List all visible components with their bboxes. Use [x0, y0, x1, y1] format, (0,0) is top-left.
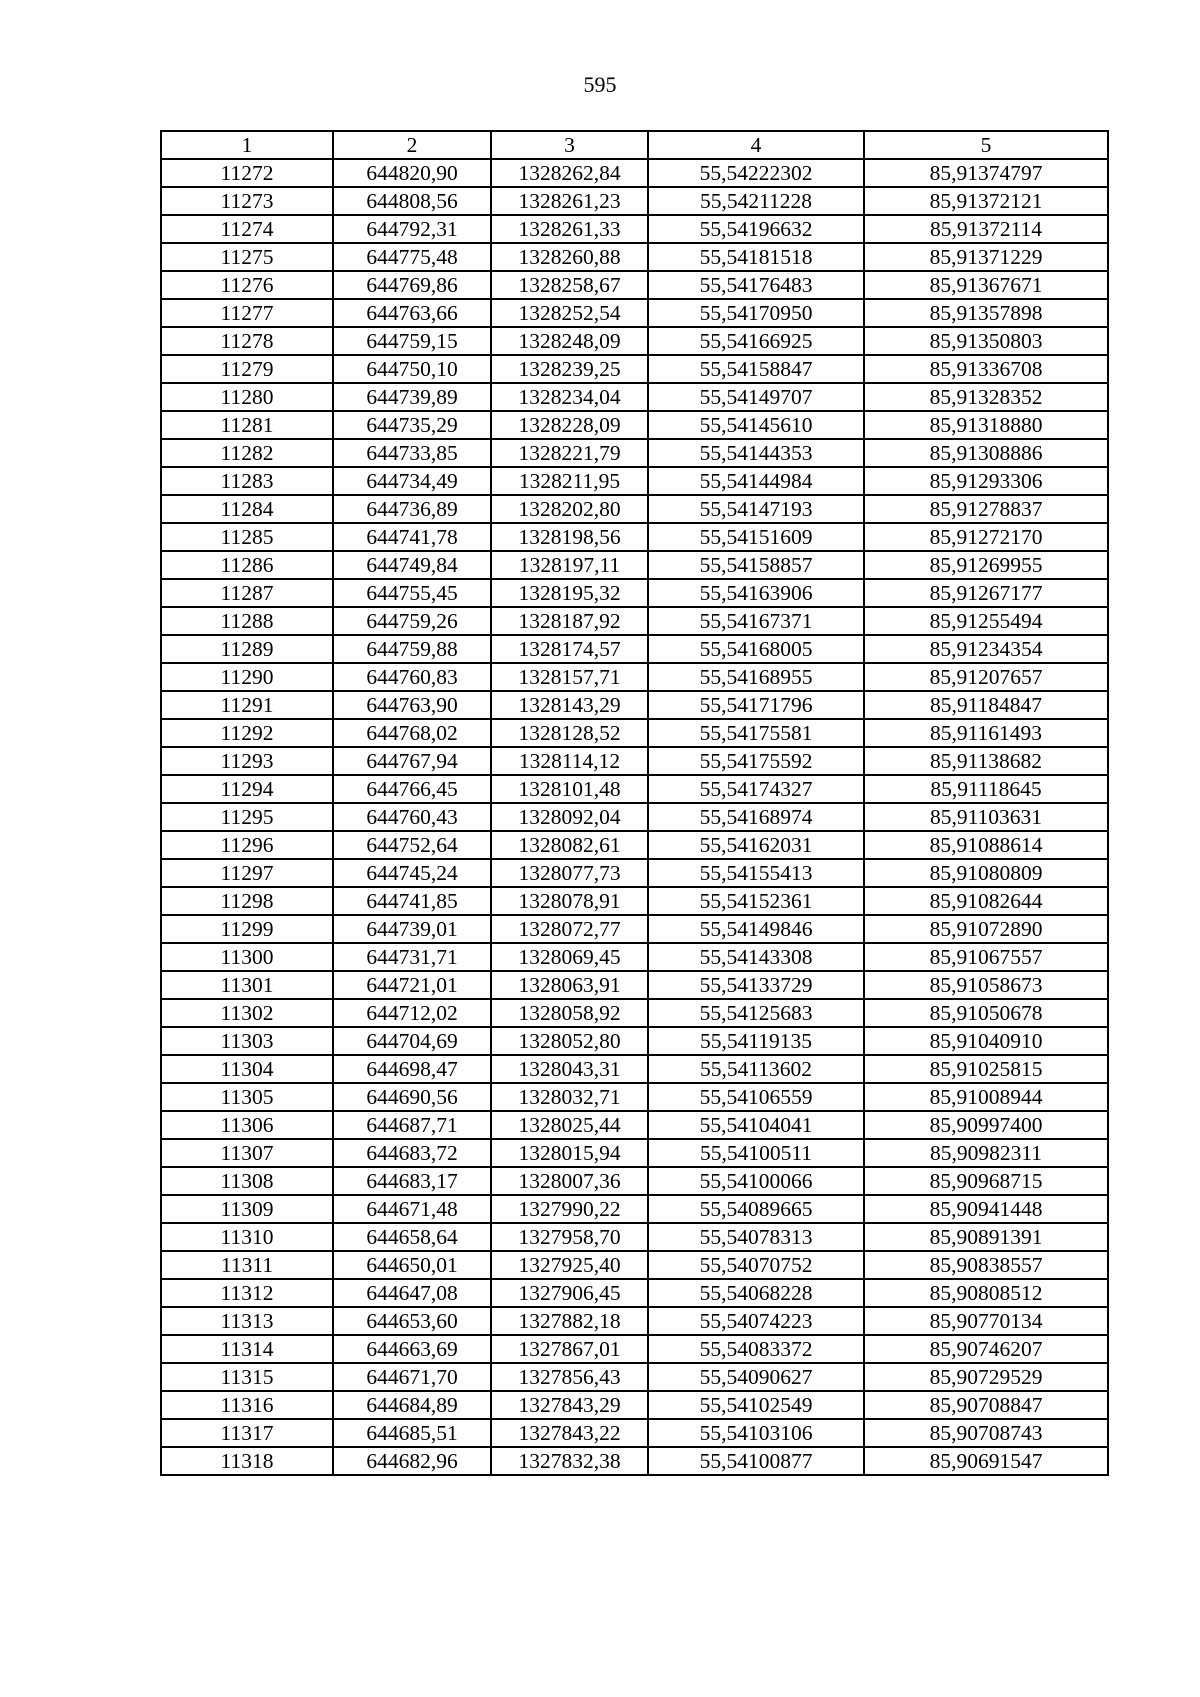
table-cell: 1328211,95: [491, 467, 648, 495]
table-cell: 644685,51: [333, 1419, 491, 1447]
table-row: [161, 271, 1108, 299]
table-cell: 1328052,80: [491, 1027, 648, 1055]
table-cell: 1327958,70: [491, 1223, 648, 1251]
table-cell: 55,54175592: [648, 747, 864, 775]
table-cell: 55,54181518: [648, 243, 864, 271]
table-cell: 644734,49: [333, 467, 491, 495]
table-cell: 1328258,67: [491, 271, 648, 299]
table-row: [161, 355, 1108, 383]
table-cell: 1328092,04: [491, 803, 648, 831]
table-cell: 55,54103106: [648, 1419, 864, 1447]
table-cell: 55,54106559: [648, 1083, 864, 1111]
table-cell: 11276: [161, 271, 333, 299]
table-cell: 1328043,31: [491, 1055, 648, 1083]
table-cell: 85,91234354: [864, 635, 1108, 663]
table-cell: 1327925,40: [491, 1251, 648, 1279]
table-row: [161, 1223, 1108, 1251]
table-cell: 11312: [161, 1279, 333, 1307]
table-cell: 55,54070752: [648, 1251, 864, 1279]
table-cell: 11309: [161, 1195, 333, 1223]
table-cell: 11299: [161, 915, 333, 943]
table-cell: 55,54144984: [648, 467, 864, 495]
table-row: [161, 831, 1108, 859]
table-cell: 1328252,54: [491, 299, 648, 327]
table-cell: 85,90891391: [864, 1223, 1108, 1251]
table-cell: 85,91103631: [864, 803, 1108, 831]
table-cell: 85,90708847: [864, 1391, 1108, 1419]
table-cell: 85,91267177: [864, 579, 1108, 607]
table-cell: 644760,43: [333, 803, 491, 831]
table-cell: 85,91082644: [864, 887, 1108, 915]
table-cell: 11285: [161, 523, 333, 551]
table-row: [161, 607, 1108, 635]
table-row: [161, 495, 1108, 523]
table-cell: 55,54143308: [648, 943, 864, 971]
table-cell: 55,54222302: [648, 159, 864, 187]
table-cell: 85,90838557: [864, 1251, 1108, 1279]
table-cell: 1328063,91: [491, 971, 648, 999]
table-cell: 85,91067557: [864, 943, 1108, 971]
table-cell: 644658,64: [333, 1223, 491, 1251]
table-cell: 1328007,36: [491, 1167, 648, 1195]
table-cell: 55,54147193: [648, 495, 864, 523]
table-cell: 11286: [161, 551, 333, 579]
table-cell: 11274: [161, 215, 333, 243]
table-cell: 85,91318880: [864, 411, 1108, 439]
table-cell: 644755,45: [333, 579, 491, 607]
table-cell: 11272: [161, 159, 333, 187]
table-cell: 55,54163906: [648, 579, 864, 607]
table-cell: 1328077,73: [491, 859, 648, 887]
table-row: [161, 887, 1108, 915]
table-cell: 55,54170950: [648, 299, 864, 327]
table-cell: 55,54089665: [648, 1195, 864, 1223]
table-cell: 644684,89: [333, 1391, 491, 1419]
table-cell: 85,91350803: [864, 327, 1108, 355]
table-cell: 85,91372114: [864, 215, 1108, 243]
table-cell: 55,54104041: [648, 1111, 864, 1139]
table-cell: 85,91367671: [864, 271, 1108, 299]
table-cell: 644731,71: [333, 943, 491, 971]
table-cell: 11296: [161, 831, 333, 859]
table-cell: 55,54144353: [648, 439, 864, 467]
table-row: [161, 859, 1108, 887]
table-cell: 644647,08: [333, 1279, 491, 1307]
table-cell: 1328234,04: [491, 383, 648, 411]
table-cell: 1328248,09: [491, 327, 648, 355]
table-cell: 1328143,29: [491, 691, 648, 719]
table-cell: 644663,69: [333, 1335, 491, 1363]
table-cell: 55,54168005: [648, 635, 864, 663]
table-cell: 11289: [161, 635, 333, 663]
table-cell: 644741,78: [333, 523, 491, 551]
table-cell: 55,54083372: [648, 1335, 864, 1363]
table-cell: 1328262,84: [491, 159, 648, 187]
table-row: [161, 467, 1108, 495]
table-cell: 11316: [161, 1391, 333, 1419]
table-row: [161, 1195, 1108, 1223]
table-cell: 644766,45: [333, 775, 491, 803]
table-cell: 1327882,18: [491, 1307, 648, 1335]
table-cell: 644775,48: [333, 243, 491, 271]
table-cell: 1328128,52: [491, 719, 648, 747]
table-cell: 55,54100066: [648, 1167, 864, 1195]
table-cell: 1328032,71: [491, 1083, 648, 1111]
table-cell: 644683,17: [333, 1167, 491, 1195]
table-cell: 1328015,94: [491, 1139, 648, 1167]
table-cell: 644792,31: [333, 215, 491, 243]
column-header-2: 2: [333, 131, 491, 159]
table-cell: 1328261,33: [491, 215, 648, 243]
table-cell: 55,54168974: [648, 803, 864, 831]
table-cell: 85,90997400: [864, 1111, 1108, 1139]
table-cell: 55,54158847: [648, 355, 864, 383]
table-cell: 644767,94: [333, 747, 491, 775]
table-cell: 55,54125683: [648, 999, 864, 1027]
table-cell: 85,90746207: [864, 1335, 1108, 1363]
table-row: [161, 1027, 1108, 1055]
table-cell: 11315: [161, 1363, 333, 1391]
table-cell: 644759,26: [333, 607, 491, 635]
column-header-3: 3: [491, 131, 648, 159]
table-cell: 1327832,38: [491, 1447, 648, 1475]
table-cell: 644671,70: [333, 1363, 491, 1391]
table-row: [161, 523, 1108, 551]
table-cell: 55,54174327: [648, 775, 864, 803]
table-cell: 1328078,91: [491, 887, 648, 915]
table-cell: 1327867,01: [491, 1335, 648, 1363]
table-cell: 85,91357898: [864, 299, 1108, 327]
table-row: [161, 187, 1108, 215]
table-cell: 11313: [161, 1307, 333, 1335]
table-cell: 1328195,32: [491, 579, 648, 607]
table-cell: 644769,86: [333, 271, 491, 299]
table-row: [161, 1419, 1108, 1447]
table-cell: 85,91025815: [864, 1055, 1108, 1083]
table-cell: 55,54152361: [648, 887, 864, 915]
table-cell: 644712,02: [333, 999, 491, 1027]
table-cell: 55,54151609: [648, 523, 864, 551]
table-cell: 644671,48: [333, 1195, 491, 1223]
table-row: [161, 691, 1108, 719]
table-cell: 11288: [161, 607, 333, 635]
table-row: [161, 747, 1108, 775]
table-cell: 644653,60: [333, 1307, 491, 1335]
header-row: [161, 131, 1108, 159]
table-cell: 1328072,77: [491, 915, 648, 943]
table-cell: 1328187,92: [491, 607, 648, 635]
table-cell: 644808,56: [333, 187, 491, 215]
table-row: [161, 1391, 1108, 1419]
table-cell: 11317: [161, 1419, 333, 1447]
table-cell: 644745,24: [333, 859, 491, 887]
table-cell: 85,91008944: [864, 1083, 1108, 1111]
table-cell: 85,91371229: [864, 243, 1108, 271]
table-cell: 85,91372121: [864, 187, 1108, 215]
table-cell: 644682,96: [333, 1447, 491, 1475]
page-number: 595: [583, 72, 617, 97]
table-cell: 11310: [161, 1223, 333, 1251]
table-row: [161, 159, 1108, 187]
table-cell: 11305: [161, 1083, 333, 1111]
table-cell: 644683,72: [333, 1139, 491, 1167]
table-cell: 11302: [161, 999, 333, 1027]
table-row: [161, 635, 1108, 663]
table-cell: 1328221,79: [491, 439, 648, 467]
table-cell: 55,54175581: [648, 719, 864, 747]
table-cell: 55,54145610: [648, 411, 864, 439]
table-cell: 644698,47: [333, 1055, 491, 1083]
coordinates-table: [160, 130, 1109, 1476]
table-cell: 85,90808512: [864, 1279, 1108, 1307]
table-cell: 55,54100511: [648, 1139, 864, 1167]
table-cell: 11277: [161, 299, 333, 327]
table-cell: 1328082,61: [491, 831, 648, 859]
table-cell: 55,54176483: [648, 271, 864, 299]
table-row: [161, 803, 1108, 831]
table-row: [161, 1055, 1108, 1083]
table-row: [161, 243, 1108, 271]
table-row: [161, 1111, 1108, 1139]
table-cell: 11273: [161, 187, 333, 215]
table-cell: 11314: [161, 1335, 333, 1363]
table-cell: 11298: [161, 887, 333, 915]
column-header-5: 5: [864, 131, 1108, 159]
table-cell: 1328228,09: [491, 411, 648, 439]
table-cell: 55,54113602: [648, 1055, 864, 1083]
table-row: [161, 411, 1108, 439]
table-cell: 1328025,44: [491, 1111, 648, 1139]
table-row: [161, 719, 1108, 747]
table-row: [161, 1335, 1108, 1363]
table-cell: 11307: [161, 1139, 333, 1167]
table-row: [161, 915, 1108, 943]
table-cell: 85,90968715: [864, 1167, 1108, 1195]
table-row: [161, 943, 1108, 971]
table-cell: 85,91269955: [864, 551, 1108, 579]
table-cell: 85,91118645: [864, 775, 1108, 803]
table-row: [161, 299, 1108, 327]
table-cell: 85,91080809: [864, 859, 1108, 887]
table-cell: 1328202,80: [491, 495, 648, 523]
table-cell: 55,54119135: [648, 1027, 864, 1055]
table-cell: 85,90982311: [864, 1139, 1108, 1167]
table-body: [161, 159, 1108, 1475]
table-cell: 85,91272170: [864, 523, 1108, 551]
table-cell: 11303: [161, 1027, 333, 1055]
table-cell: 644820,90: [333, 159, 491, 187]
table-cell: 1328069,45: [491, 943, 648, 971]
table-row: [161, 439, 1108, 467]
table-cell: 85,90691547: [864, 1447, 1108, 1475]
table-cell: 1328157,71: [491, 663, 648, 691]
table-cell: 11280: [161, 383, 333, 411]
table-cell: 55,54158857: [648, 551, 864, 579]
table-row: [161, 551, 1108, 579]
table-cell: 85,91293306: [864, 467, 1108, 495]
table-cell: 85,91278837: [864, 495, 1108, 523]
table-cell: 55,54211228: [648, 187, 864, 215]
table-cell: 1327843,29: [491, 1391, 648, 1419]
table-cell: 11300: [161, 943, 333, 971]
table-cell: 1328058,92: [491, 999, 648, 1027]
table-cell: 644739,01: [333, 915, 491, 943]
table-header: [161, 131, 1108, 159]
table-cell: 644739,89: [333, 383, 491, 411]
table-cell: 11278: [161, 327, 333, 355]
table-cell: 1328239,25: [491, 355, 648, 383]
table-cell: 1327990,22: [491, 1195, 648, 1223]
column-header-1: 1: [161, 131, 333, 159]
table-cell: 85,90770134: [864, 1307, 1108, 1335]
table-cell: 85,90708743: [864, 1419, 1108, 1447]
table-cell: 55,54162031: [648, 831, 864, 859]
table-cell: 85,91058673: [864, 971, 1108, 999]
table-row: [161, 1139, 1108, 1167]
table-cell: 1328261,23: [491, 187, 648, 215]
table-cell: 11279: [161, 355, 333, 383]
table-row: [161, 999, 1108, 1027]
table-cell: 1328198,56: [491, 523, 648, 551]
table-cell: 55,54167371: [648, 607, 864, 635]
table-row: [161, 579, 1108, 607]
table-cell: 1328197,11: [491, 551, 648, 579]
table-cell: 644759,15: [333, 327, 491, 355]
table-cell: 11292: [161, 719, 333, 747]
table-cell: 11287: [161, 579, 333, 607]
table-cell: 55,54149846: [648, 915, 864, 943]
table-cell: 644763,66: [333, 299, 491, 327]
table-cell: 85,91374797: [864, 159, 1108, 187]
table-cell: 85,91161493: [864, 719, 1108, 747]
table-cell: 11297: [161, 859, 333, 887]
table-cell: 644760,83: [333, 663, 491, 691]
table-cell: 55,54149707: [648, 383, 864, 411]
table-cell: 1328101,48: [491, 775, 648, 803]
table-cell: 11295: [161, 803, 333, 831]
table-row: [161, 327, 1108, 355]
table-cell: 85,91072890: [864, 915, 1108, 943]
table-cell: 11291: [161, 691, 333, 719]
table-row: [161, 215, 1108, 243]
table-cell: 644741,85: [333, 887, 491, 915]
table-cell: 55,54078313: [648, 1223, 864, 1251]
table-cell: 55,54102549: [648, 1391, 864, 1419]
table-cell: 85,90941448: [864, 1195, 1108, 1223]
table-cell: 11304: [161, 1055, 333, 1083]
table-cell: 55,54166925: [648, 327, 864, 355]
table-cell: 55,54074223: [648, 1307, 864, 1335]
table-row: [161, 1167, 1108, 1195]
table-cell: 85,91336708: [864, 355, 1108, 383]
table-cell: 11311: [161, 1251, 333, 1279]
table-cell: 11306: [161, 1111, 333, 1139]
table-cell: 1327906,45: [491, 1279, 648, 1307]
table-cell: 85,91138682: [864, 747, 1108, 775]
table-row: [161, 1363, 1108, 1391]
table-cell: 1328260,88: [491, 243, 648, 271]
table-cell: 11284: [161, 495, 333, 523]
table-cell: 644721,01: [333, 971, 491, 999]
table-row: [161, 383, 1108, 411]
table-row: [161, 1083, 1108, 1111]
table-cell: 85,91040910: [864, 1027, 1108, 1055]
table-cell: 11318: [161, 1447, 333, 1475]
table-cell: 85,91207657: [864, 663, 1108, 691]
table-cell: 644759,88: [333, 635, 491, 663]
table-cell: 55,54196632: [648, 215, 864, 243]
table-cell: 11281: [161, 411, 333, 439]
table-row: [161, 663, 1108, 691]
table-cell: 1328174,57: [491, 635, 648, 663]
table-cell: 644752,64: [333, 831, 491, 859]
table-cell: 85,91255494: [864, 607, 1108, 635]
table-cell: 644687,71: [333, 1111, 491, 1139]
table-cell: 85,90729529: [864, 1363, 1108, 1391]
table-cell: 644704,69: [333, 1027, 491, 1055]
table-cell: 11283: [161, 467, 333, 495]
table-row: [161, 971, 1108, 999]
table-cell: 644749,84: [333, 551, 491, 579]
table-cell: 644768,02: [333, 719, 491, 747]
table-cell: 11290: [161, 663, 333, 691]
table-cell: 644736,89: [333, 495, 491, 523]
column-header-4: 4: [648, 131, 864, 159]
table-cell: 644750,10: [333, 355, 491, 383]
table-cell: 1328114,12: [491, 747, 648, 775]
table-cell: 55,54168955: [648, 663, 864, 691]
table-row: [161, 1307, 1108, 1335]
table-cell: 11275: [161, 243, 333, 271]
table-cell: 1327856,43: [491, 1363, 648, 1391]
table-cell: 1327843,22: [491, 1419, 648, 1447]
table-cell: 55,54133729: [648, 971, 864, 999]
table-cell: 644650,01: [333, 1251, 491, 1279]
table-cell: 85,91050678: [864, 999, 1108, 1027]
table-cell: 55,54068228: [648, 1279, 864, 1307]
table-cell: 644733,85: [333, 439, 491, 467]
table-cell: 85,91088614: [864, 831, 1108, 859]
table-cell: 11293: [161, 747, 333, 775]
table-cell: 11294: [161, 775, 333, 803]
table-cell: 644690,56: [333, 1083, 491, 1111]
table-row: [161, 1251, 1108, 1279]
table-cell: 55,54171796: [648, 691, 864, 719]
table-cell: 644763,90: [333, 691, 491, 719]
table-cell: 55,54155413: [648, 859, 864, 887]
table-cell: 85,91328352: [864, 383, 1108, 411]
table-row: [161, 1447, 1108, 1475]
table-cell: 11308: [161, 1167, 333, 1195]
table-cell: 11282: [161, 439, 333, 467]
table-row: [161, 1279, 1108, 1307]
table-cell: 644735,29: [333, 411, 491, 439]
table-row: [161, 775, 1108, 803]
table-cell: 85,91184847: [864, 691, 1108, 719]
table-cell: 55,54090627: [648, 1363, 864, 1391]
table-cell: 11301: [161, 971, 333, 999]
table-cell: 55,54100877: [648, 1447, 864, 1475]
table-cell: 85,91308886: [864, 439, 1108, 467]
